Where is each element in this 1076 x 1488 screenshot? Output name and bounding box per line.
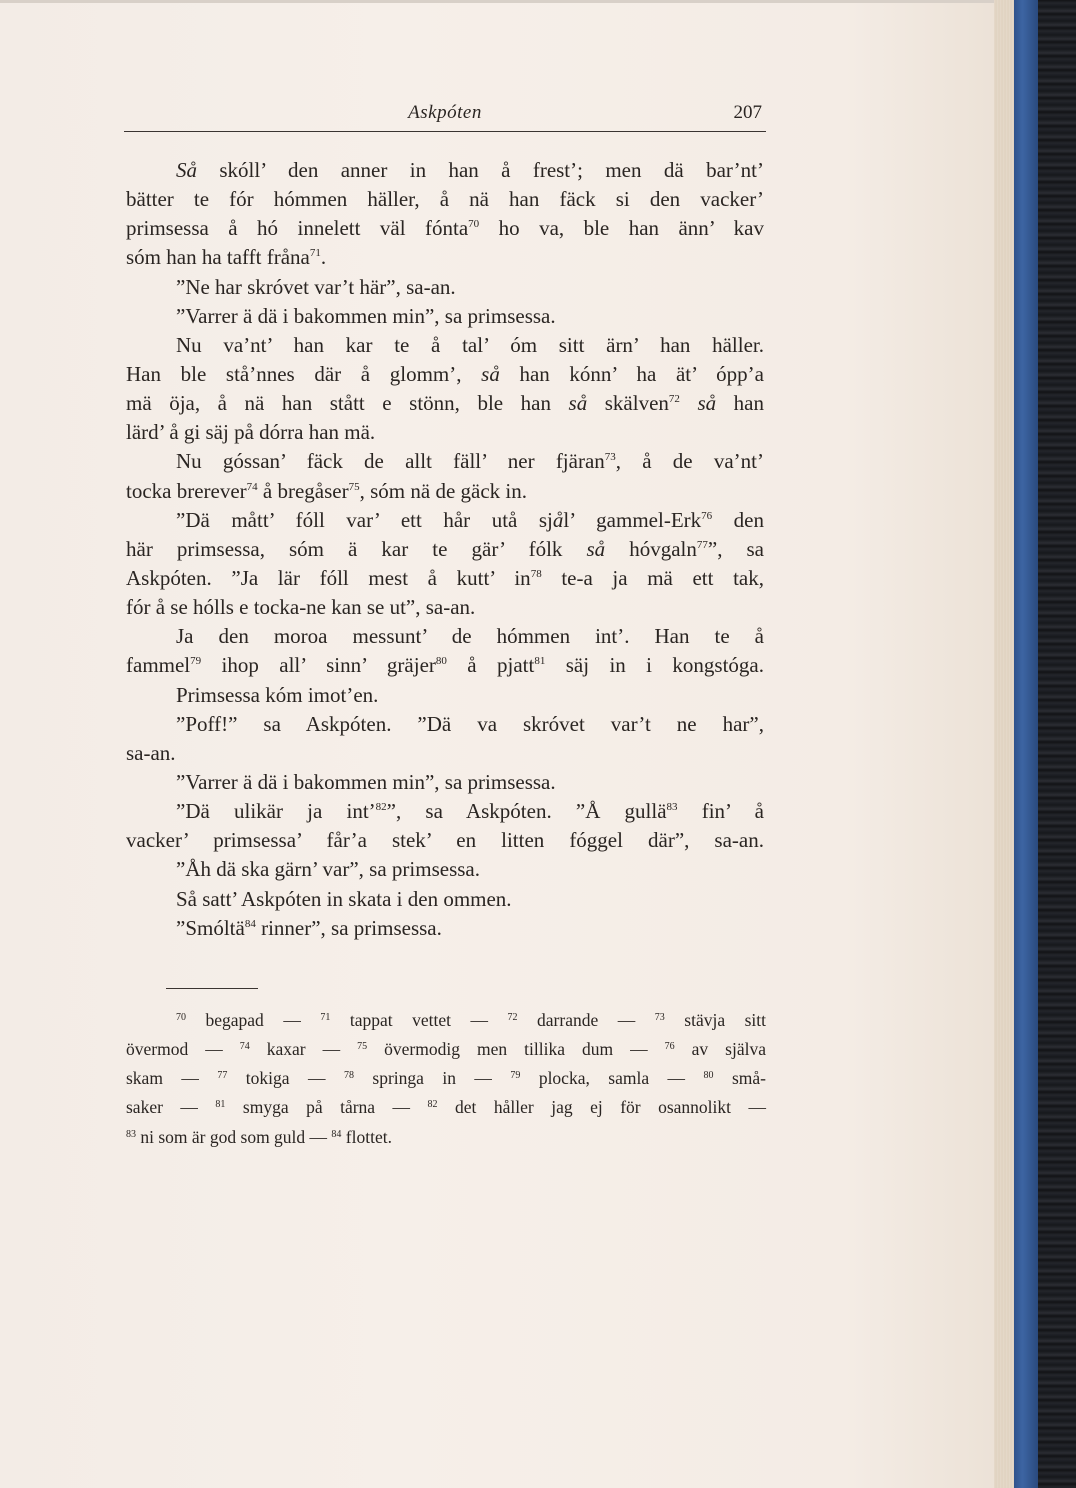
running-header <box>126 102 764 128</box>
text-line: primsessa å hó innelett väl fónta$^{70}$ ho va, ble han änn’ kav <box>126 216 764 241</box>
text-line: Nu va’nt’ han kar te å tal’ óm sitt ärn’ han häller. <box>176 332 764 357</box>
text-line: tocka brerever$^{74}$ å bregåser$^{75}$, sóm nä de gäck in. <box>126 478 527 503</box>
footnote-line: övermod — $^{74}$ kaxar — $^{75}$ övermodig men tillika dum — $^{76}$ av själva <box>126 1039 766 1060</box>
text-line: Så satt’ Askpóten in skata i den ommen. <box>176 886 512 911</box>
text-line: sa-an. <box>126 740 176 765</box>
body-text <box>126 156 764 943</box>
text-line: ”Poff!” sa Askpóten. ”Dä va skróvet var’t ne har”, <box>176 711 764 736</box>
text-line: mä öja, å nä han stått e stönn, ble han så skälven$^{72}$ så han <box>126 391 765 416</box>
text-line: ”Åh dä ska gärn’ var”, sa primsessa. <box>176 857 480 882</box>
text-line: Primsessa kóm imot’en. <box>176 682 379 707</box>
scanner-background-strip <box>1038 0 1076 1488</box>
text-line: ”Smóltä$^{84}$ rinner”, sa primsessa. <box>176 915 442 940</box>
text-line: fammel$^{79}$ ihop all’ sinn’ gräjer$^{80}$ å pjatt$^{81}$ säj in i kongstóga. <box>126 653 764 678</box>
footnote-line: skam — $^{77}$ tokiga — $^{78}$ springa in — $^{79}$ plocka, samla — $^{80}$ små- <box>126 1068 766 1089</box>
text-line: ”Ne har skróvet var’t här”, sa-an. <box>176 274 456 299</box>
text-line: Nu góssan’ fäck de allt fäll’ ner fjäran$^{73}$, å de va’nt’ <box>176 449 764 474</box>
page-number: 207 <box>733 102 762 123</box>
footnote-line: saker — $^{81}$ smyga på tårna — $^{82}$ det håller jag ej för osannolikt — <box>126 1097 766 1118</box>
text-line: ”Dä ulikär ja int’$^{82}$”, sa Askpóten. ”Å gullä$^{83}$ fin’ å <box>176 799 765 824</box>
footnotes <box>126 1008 766 1154</box>
footnote-rule <box>166 988 258 989</box>
text-line: bätter te fór hómmen häller, å nä han fäck si den vacker’ <box>126 187 764 212</box>
text-line: ”Varrer ä dä i bakommen min”, sa primsessa. <box>176 769 556 794</box>
header-rule <box>124 131 766 132</box>
text-line: här primsessa, sóm ä kar te gär’ fólk så hóvgaln$^{77}$”, sa <box>126 536 764 561</box>
running-title: Askpóten <box>408 102 482 123</box>
text-line: Askpóten. ”Ja lär fóll mest å kutt’ $in^{78}$ te-a ja mä ett tak, <box>126 565 764 590</box>
text-line: vacker’ primsessa’ får’a stek’ en litten fóggel där”, sa-an. <box>126 828 764 853</box>
text-line: sóm han ha tafft fråna$^{71}$. <box>126 245 327 270</box>
page-top-edge <box>0 0 994 3</box>
text-line: lärd’ å gi säj på dórra han mä. <box>126 420 376 445</box>
text-line: fór å se hólls e tocka-ne kan se ut”, sa-an. <box>126 595 476 620</box>
footnote-line: $^{70}$ begapad — $^{71}$ tappat vettet — $^{72}$ darrande — $^{73}$ stävja sitt <box>176 1010 766 1030</box>
text-line: Så skóll’ den anner in han å frest’; men dä bar’nt’ <box>176 158 764 182</box>
book-cover-edge <box>1012 0 1038 1488</box>
text-line: ”Dä mått’ fóll var’ ett hår utå sjål’ gammel-Erk$^{76}$ den <box>176 507 764 532</box>
text-line: Ja den moroa messunt’ de hómmen int’. Han te å <box>176 624 764 649</box>
text-line: ”Varrer ä dä i bakommen min”, sa primsessa. <box>176 303 556 328</box>
text-line: Han ble stå’nnes där å glomm’, så han kónn’ ha ät’ ópp’a <box>126 361 764 386</box>
footnote-line: $^{83}$ ni som är god som guld — $^{84}$ flottet. <box>126 1126 392 1147</box>
